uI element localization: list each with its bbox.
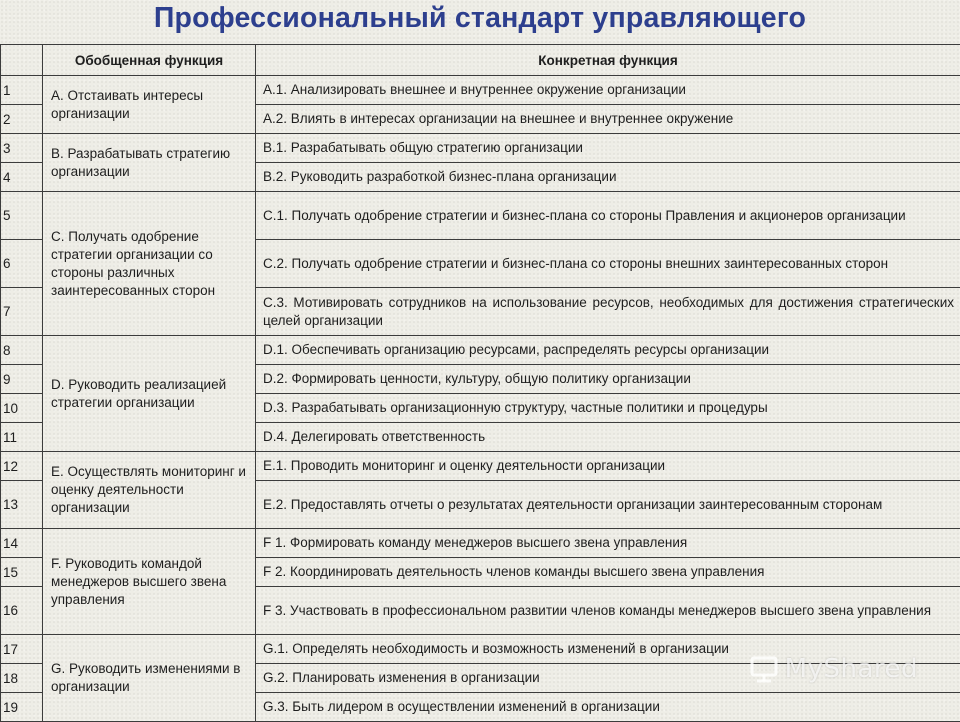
row-number: 10 <box>1 394 43 423</box>
table-row <box>1 76 960 105</box>
specific-function-cell: F 1. Формировать команду менеджеров высшего звена управления <box>256 529 960 558</box>
row-number: 16 <box>1 587 43 635</box>
specific-function-cell: В.2. Руководить разработкой бизнес-плана организации <box>256 163 960 192</box>
generalized-function-cell: F. Руководить командой менеджеров высшего звена управления <box>43 529 256 635</box>
specific-function-header: Конкретная функция <box>256 45 960 76</box>
row-number: 9 <box>1 365 43 394</box>
specific-function-cell: А.1. Анализировать внешнее и внутреннее окружение организации <box>256 76 960 105</box>
specific-function-cell: G.3. Быть лидером в осуществлении изменений в организации <box>256 693 960 722</box>
generalized-function-cell: Е. Осуществлять мониторинг и оценку деятельности организации <box>43 452 256 529</box>
row-number: 1 <box>1 76 43 105</box>
header-row <box>1 45 960 76</box>
row-number: 8 <box>1 336 43 365</box>
row-number: 19 <box>1 693 43 722</box>
specific-function-cell: G.1. Определять необходимость и возможность изменений в организации <box>256 635 960 664</box>
specific-function-cell: F 3. Участвовать в профессиональном развитии членов команды менеджеров высшего звена управления <box>256 587 960 635</box>
row-number: 6 <box>1 240 43 288</box>
row-number: 13 <box>1 481 43 529</box>
generalized-function-cell: G. Руководить изменениями в организации <box>43 635 256 722</box>
table-row <box>1 452 960 481</box>
specific-function-cell: Е.1. Проводить мониторинг и оценку деятельности организации <box>256 452 960 481</box>
specific-function-cell: Е.2. Предоставлять отчеты о результатах деятельности организации заинтересованным сторонам <box>256 481 960 529</box>
table-row <box>1 336 960 365</box>
page-title: Профессиональный стандарт управляющего <box>0 2 960 35</box>
specific-function-cell: G.2. Планировать изменения в организации <box>256 664 960 693</box>
specific-function-cell: С.2. Получать одобрение стратегии и бизнес-плана со стороны внешних заинтересованных сторон <box>256 240 960 288</box>
row-number: 14 <box>1 529 43 558</box>
generalized-function-cell: А. Отстаивать интересы организации <box>43 76 256 134</box>
specific-function-cell: D.3. Разрабатывать организационную структуру, частные политики и процедуры <box>256 394 960 423</box>
generalized-function-cell: В. Разрабатывать стратегию организации <box>43 134 256 192</box>
table-row <box>1 134 960 163</box>
row-number: 4 <box>1 163 43 192</box>
row-number: 12 <box>1 452 43 481</box>
generalized-function-header: Обобщенная функция <box>43 45 256 76</box>
watermark <box>749 654 918 684</box>
row-number: 15 <box>1 558 43 587</box>
watermark-text: MyShared <box>785 654 918 684</box>
specific-function-cell: А.2. Влиять в интересах организации на внешнее и внутреннее окружение <box>256 105 960 134</box>
specific-function-cell: В.1. Разрабатывать общую стратегию организации <box>256 134 960 163</box>
specific-function-cell: D.1. Обеспечивать организацию ресурсами, распределять ресурсы организации <box>256 336 960 365</box>
row-number: 5 <box>1 192 43 240</box>
specific-function-cell: F 2. Координировать деятельность членов команды высшего звена управления <box>256 558 960 587</box>
table-row <box>1 529 960 558</box>
standard-table <box>0 44 960 722</box>
num-column-header <box>1 45 43 76</box>
row-number: 2 <box>1 105 43 134</box>
generalized-function-cell: D. Руководить реализацией стратегии организации <box>43 336 256 452</box>
specific-function-cell: D.2. Формировать ценности, культуру, общую политику организации <box>256 365 960 394</box>
specific-function-cell: С.1. Получать одобрение стратегии и бизнес-плана со стороны Правления и акционеров организации <box>256 192 960 240</box>
presentation-screen-icon <box>749 654 779 684</box>
generalized-function-cell: С. Получать одобрение стратегии организации со стороны различных заинтересованных сторон <box>43 192 256 336</box>
table-row <box>1 192 960 240</box>
row-number: 3 <box>1 134 43 163</box>
row-number: 11 <box>1 423 43 452</box>
row-number: 17 <box>1 635 43 664</box>
row-number: 7 <box>1 288 43 336</box>
specific-function-cell: D.4. Делегировать ответственность <box>256 423 960 452</box>
specific-function-cell: С.3. Мотивировать сотрудников на использование ресурсов, необходимых для достижения стратегических целей организации <box>256 288 960 336</box>
row-number: 18 <box>1 664 43 693</box>
